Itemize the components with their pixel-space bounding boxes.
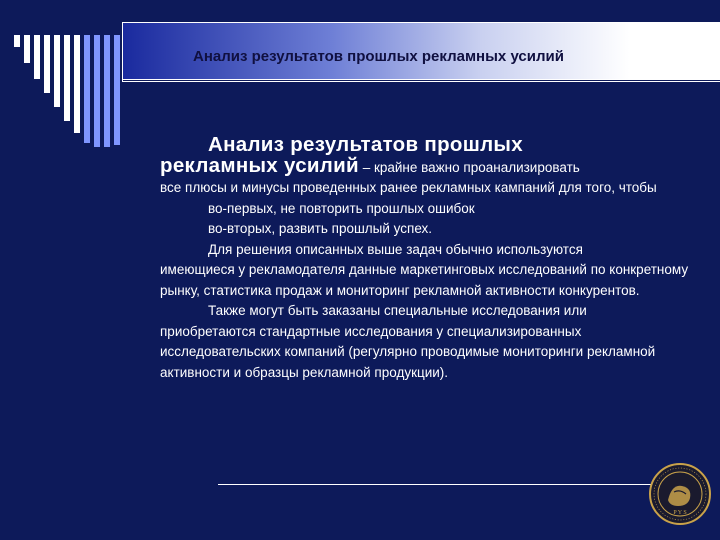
paragraph-3-first: Также могут быть заказаны специальные исследования или bbox=[208, 303, 587, 318]
paragraph-2-rest: имеющиеся у рекламодателя данные маркетинговых исследований по конкретному рынку, статистика продаж и мониторинг рекламной активности конкурентов. bbox=[160, 262, 689, 298]
university-seal-icon bbox=[648, 462, 712, 526]
paragraph-3-rest: приобретаются стандартные исследования у специализированных исследовательских компаний (регулярно проводимые мониторинги рекламной активности и образцы рекламной продукции). bbox=[160, 323, 656, 380]
list-item-1: во-первых, не повторить прошлых ошибок bbox=[208, 200, 475, 216]
slide-body bbox=[160, 135, 700, 383]
footer-divider bbox=[218, 484, 663, 485]
svg-text:P Y S: P Y S bbox=[673, 510, 687, 516]
heading-tail: – крайне важно проанализировать bbox=[358, 159, 580, 175]
title-left-border bbox=[122, 22, 123, 82]
paragraph-1: все плюсы и минусы проведенных ранее рекламных кампаний для того, чтобы bbox=[160, 180, 657, 195]
heading-emphasis: рекламных усилий bbox=[160, 153, 359, 177]
decorative-stripes bbox=[0, 0, 130, 160]
paragraph-2-first: Для решения описанных выше задач обычно используются bbox=[208, 241, 583, 257]
slide-title: Анализ результатов прошлых рекламных усилий bbox=[193, 48, 564, 65]
title-divider bbox=[122, 81, 720, 82]
list-item-2: во-вторых, развить прошлый успех. bbox=[208, 221, 433, 236]
heading-line-2 bbox=[160, 153, 700, 179]
heading-line-1: Анализ результатов прошлых bbox=[208, 133, 523, 156]
